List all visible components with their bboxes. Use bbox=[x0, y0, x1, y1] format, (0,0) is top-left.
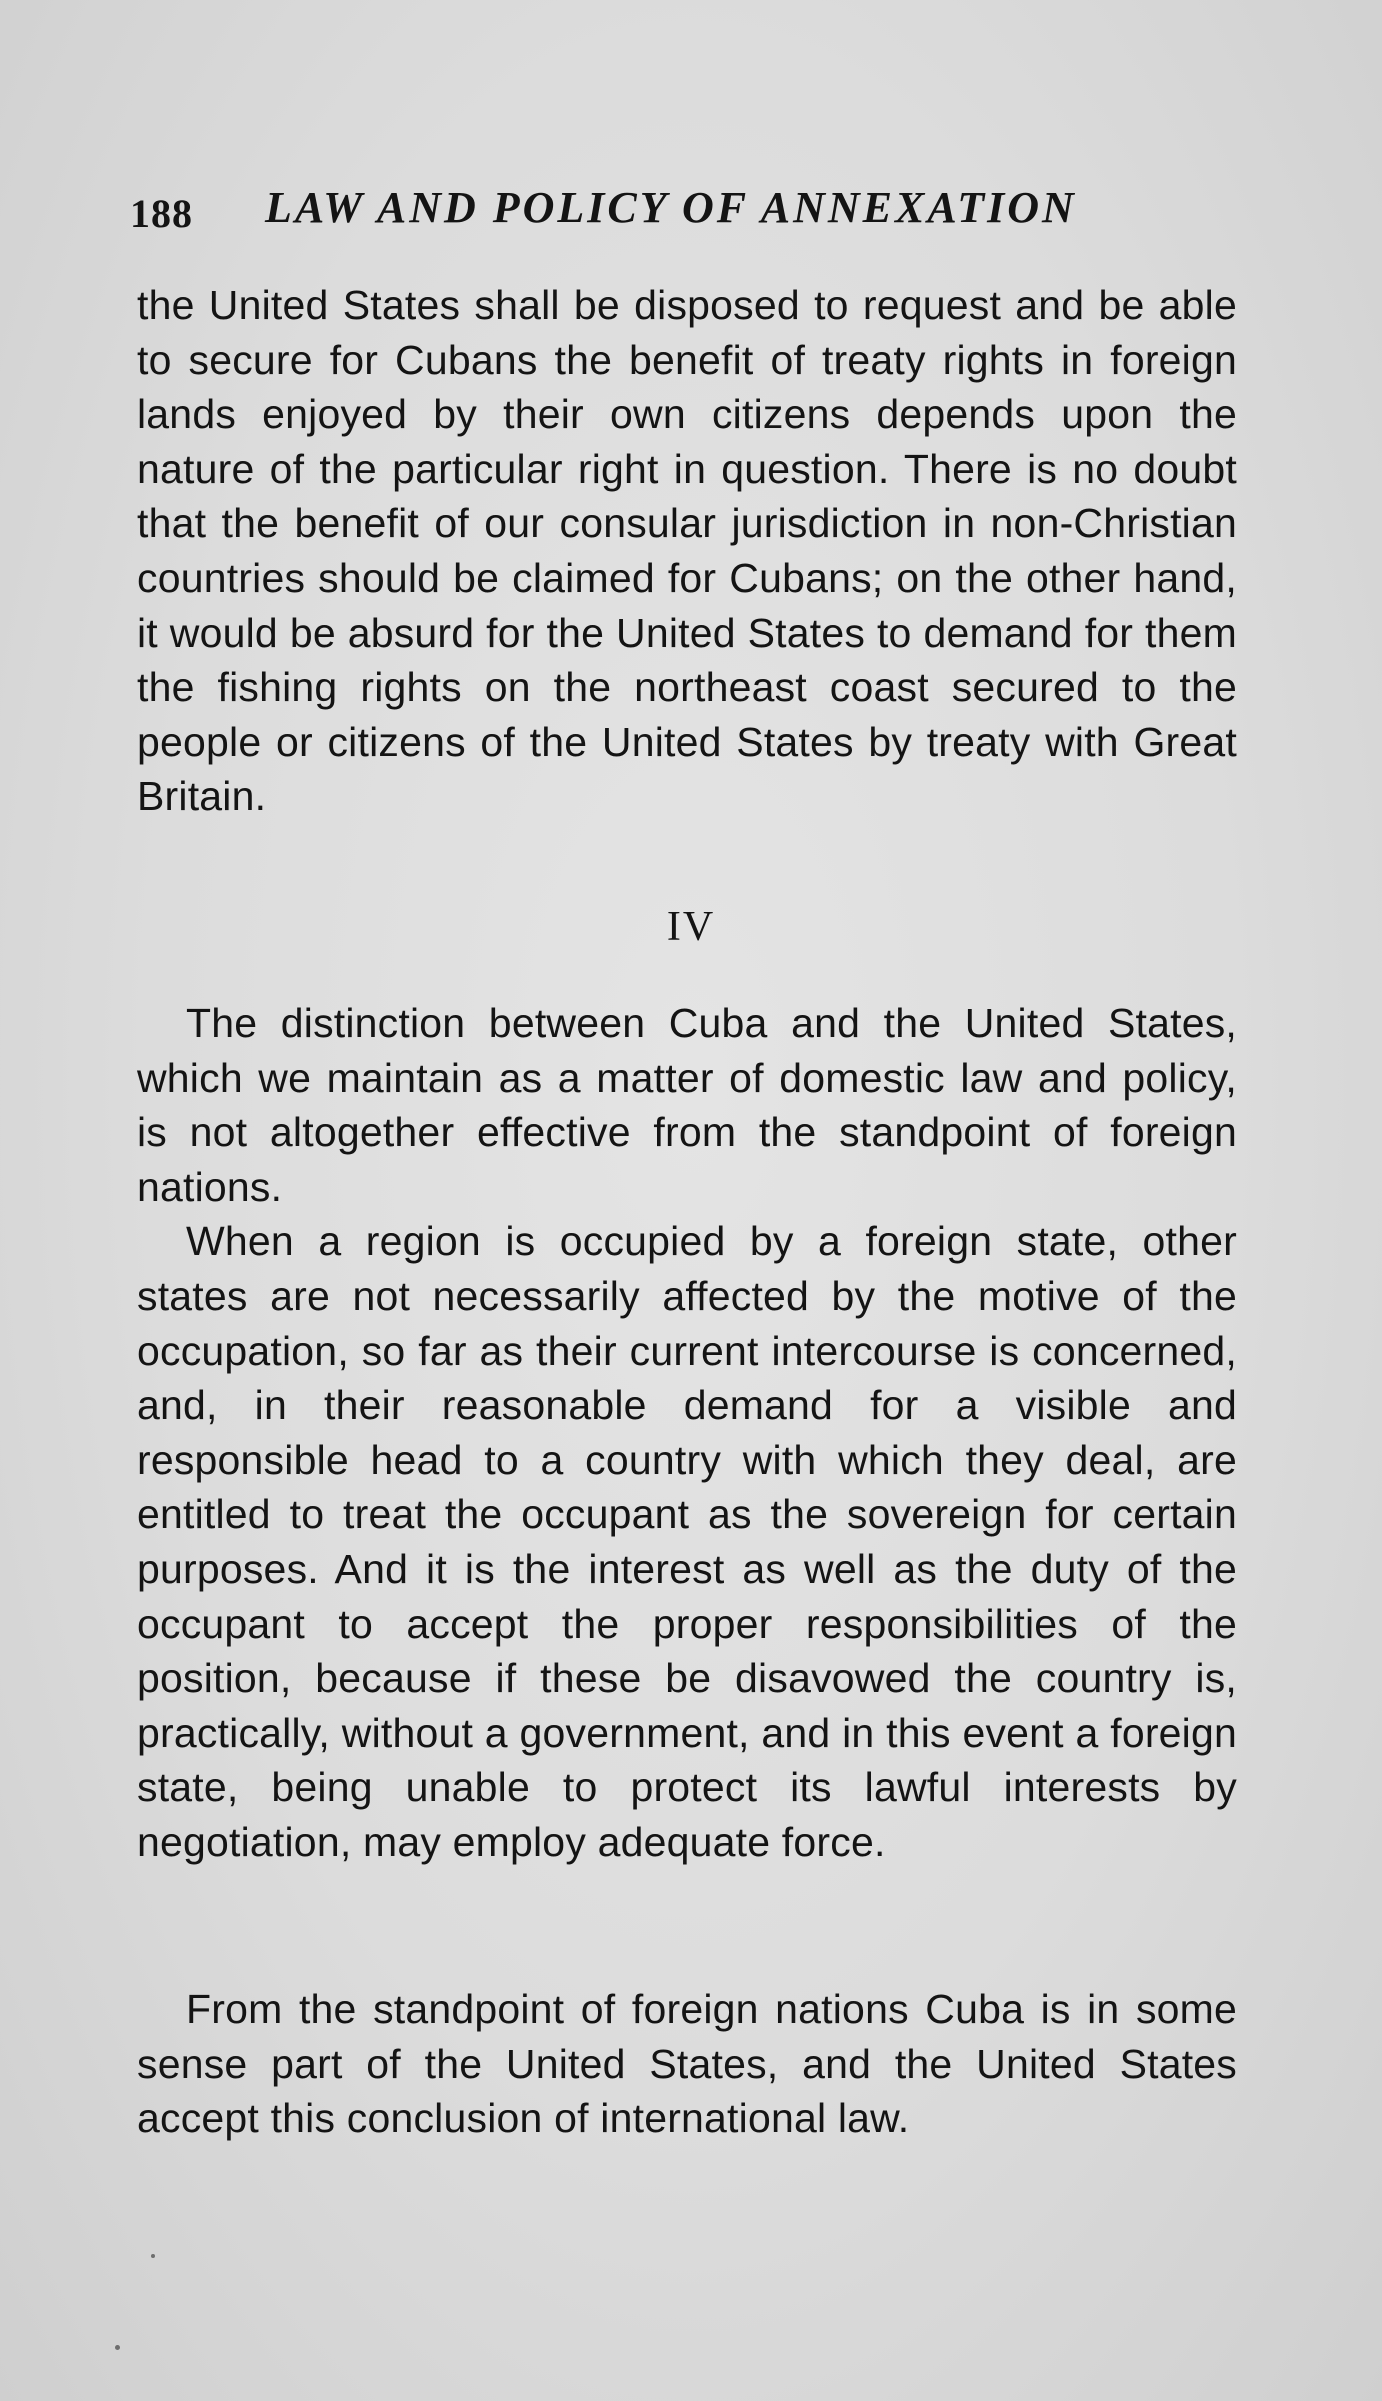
running-head bbox=[130, 182, 1240, 242]
occupation-paragraph: When a region is occupied by a foreign state, other states are not necessarily affected by the motive of the occupation, so far as their current intercourse is concerned, and, in their reasonable demand for a visible and responsible head to a country with which they deal, are entitled to treat the occupant as the sovereign for certain purposes. And it is the interest as well as the duty of the occupant to accept the proper responsibilities of the position, because if these be disavowed the country is, practically, without a government, and in this event a foreign state, being unable to protect its lawful interests by negotiation, may employ adequate force. bbox=[137, 1218, 1237, 1865]
distinction-paragraph: The distinction between Cuba and the United States, which we maintain as a matter of domestic law and policy, is not altogether effective from the standpoint of foreign nations. bbox=[137, 1000, 1237, 1210]
paper-speck bbox=[115, 2345, 120, 2350]
running-title: LAW AND POLICY OF ANNEXATION bbox=[265, 183, 1077, 232]
conclusion-paragraph: From the standpoint of foreign nations Cuba is in some sense part of the United States, and the United States accept this conclusion of international law. bbox=[137, 1986, 1237, 2142]
conclusion-paragraph-block bbox=[137, 1982, 1237, 2146]
continuation-paragraph-block bbox=[137, 278, 1237, 824]
section-heading: IV bbox=[666, 904, 716, 950]
paper-speck bbox=[151, 2254, 155, 2258]
continuation-paragraph: the United States shall be disposed to request and be able to secure for Cubans the benefit of treaty rights in foreign lands enjoyed by their own citizens depends upon the nature of the particular right in question. There is no doubt that the benefit of our consular jurisdiction in non-Christian countries should be claimed for Cubans; on the other hand, it would be absurd for the United States to demand for them the fishing rights on the northeast coast secured to the people or citizens of the United States by treaty with Great Britain. bbox=[137, 282, 1237, 820]
distinction-paragraph-block bbox=[137, 996, 1237, 1870]
page-number: 188 bbox=[130, 191, 193, 236]
